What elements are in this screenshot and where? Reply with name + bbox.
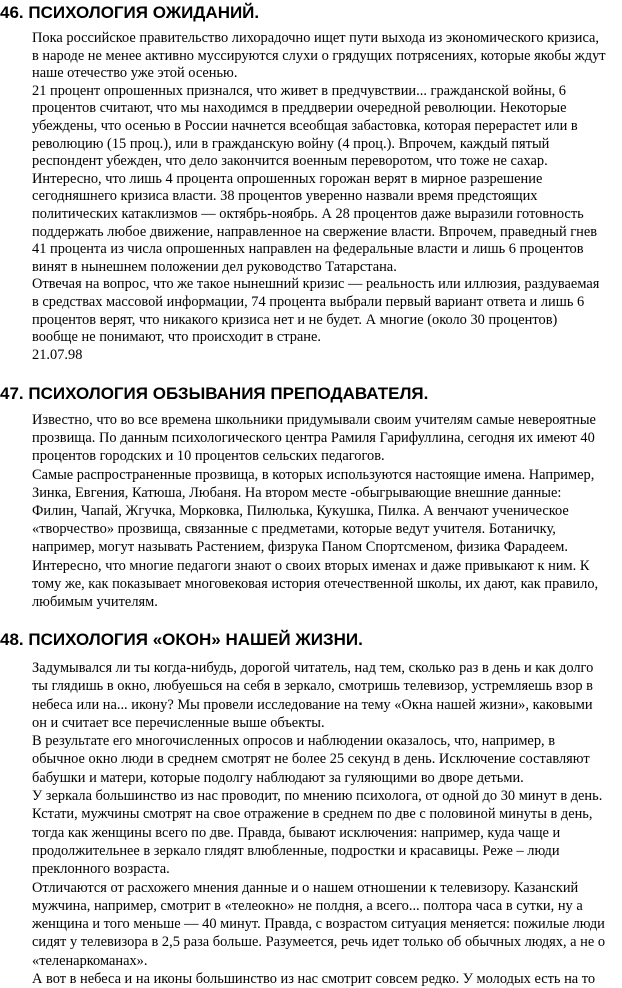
section-48-title: 48. ПСИХОЛОГИЯ «ОКОН» НАШЕЙ ЖИЗНИ. xyxy=(0,630,363,649)
section-46-body xyxy=(32,30,622,364)
section-47-title: 47. ПСИХОЛОГИЯ ОБЗЫВАНИЯ ПРЕПОДАВАТЕЛЯ. xyxy=(0,384,429,403)
text-line: Известно, что во все времена школьники придумывали своим учителям самые невероятные xyxy=(32,412,596,428)
text-line: например, могут называть Растением, физрука Паном Спортсменом, физика Фарадеем. xyxy=(32,539,568,556)
text-line: Кстати, мужчины смотрят на свое отражение в среднем по две с половиной минуты в день, xyxy=(32,806,593,823)
text-line: преклонного возраста. xyxy=(32,861,170,878)
text-line: Зинка, Евгения, Катюша, Любаня. На втором месте -обыгрывающие внешние данные: xyxy=(32,484,562,501)
text-line: процентов считают, что мы находимся в преддверии очередной революции. Некоторые xyxy=(32,100,567,117)
text-line: женщина и того меньше — 40 минут. Правда, с возрастом ситуация меняется: пожилые люди xyxy=(32,916,605,933)
text-line: мужчина, например, смотрит в «телеокно» не полдня, а всего... полтора часа в сутки, ну а xyxy=(32,897,583,914)
section-48-body xyxy=(32,659,622,988)
text-line: убеждены, что осенью в России начнется всеобщая забастовка, которая перерастет или в xyxy=(32,117,578,134)
text-line: Пока российское правительство лихорадочно ищет пути выхода из экономического кризиса, xyxy=(32,30,600,46)
section-47-body xyxy=(32,411,622,611)
text-line: «теленаркоманах». xyxy=(32,952,148,969)
text-line: обычное окно люди в среднем смотрят не более 25 секунд в день. Исключение составляют xyxy=(32,751,590,768)
text-line: Интересно, что многие педагоги знают о своих вторых именах и даже привыкают к ним. К xyxy=(32,557,590,574)
text-line: бабушки и матери, которые подолгу наблюдают за гуляющими во дворе детьми. xyxy=(32,769,524,786)
text-line: сидят у телевизора в 2,5 раза больше. Разумеется, речь идет только об обычных людях, а не о xyxy=(32,934,606,951)
text-line: Интересно, что лишь 4 процента опрошенных горожан верят в мирное разрешение xyxy=(32,170,543,187)
text-line: сегодняшнего кризиса власти. 38 процентов уверенно назвали время предстоящих xyxy=(32,188,538,205)
text-line: тогда как женщины всего по две. Правда, бывают исключения: например, куда чаще и xyxy=(32,824,561,841)
text-line: респондент убежден, что дело закончится военным переворотом, что тоже не сахар. xyxy=(32,153,548,170)
text-line: революцию (15 проц.), или в гражданскую войну (4 проц.). Впрочем, каждый пятый xyxy=(32,135,550,152)
text-line: Задумывался ли ты когда-нибудь, дорогой читатель, над тем, сколько раз в день и как долго xyxy=(32,660,594,676)
text-line: любимым учителям. xyxy=(32,594,158,611)
text-line: процентов верят, что никакого кризиса нет и не будет. А многие (около 30 процентов) xyxy=(32,311,558,328)
text-line: Филин, Чапай, Жгучка, Морковка, Пилюлька, Кукушка, Пилка. А венчают ученическое xyxy=(32,503,569,520)
text-line: «творчество» прозвища, связанные с предметами, которые ведут учителя. Ботаничку, xyxy=(32,521,556,538)
text-line: в средствах массовой информации, 74 процента выбрали первый вариант ответа и лишь 6 xyxy=(32,293,585,310)
text-line: поддержать любое движение, направленное на свержение власти. Впрочем, праведный гнев xyxy=(32,223,598,240)
text-line: в народе не менее активно муссируются слухи о грядущих потрясениях, которые якобы ждут xyxy=(32,47,606,64)
text-line: У зеркала большинство из нас проводит, по мнению психолога, от одной до 30 минут в день. xyxy=(32,788,603,805)
text-line: ты глядишь в окно, любуешься на себя в зеркало, смотришь телевизор, устремляешь взор в xyxy=(32,678,593,695)
text-line: прозвища. По данным психологического центра Рамиля Гарифуллина, сегодня их имеют 40 xyxy=(32,430,595,447)
text-line: наше отечество уже этой осенью. xyxy=(32,65,238,82)
text-line: политических катаклизмов — октябрь-ноябрь. А 28 процентов даже выразили готовность xyxy=(32,205,584,222)
text-line: небеса или на... икону? Мы провели исследование на тему «Окна нашей жизни», каковыми xyxy=(32,696,593,713)
text-line: винят в нынешнем положении дел руководство Татарстана. xyxy=(32,258,397,275)
text-line: он и считает все перечисленные выше объекты. xyxy=(32,714,325,731)
text-line: продолжительнее в зеркало глядят влюбленные, подростки и красавицы. Реже – люди xyxy=(32,842,560,859)
text-line: Отличаются от расхожего мнения данные и о нашем отношении к телевизору. Казанский xyxy=(32,879,579,896)
date-line: 21.07.98 xyxy=(32,346,83,363)
text-line: 41 процента из числа опрошенных направлен на федеральные власти и лишь 6 процентов xyxy=(32,241,584,258)
text-line: вообще не понимают, что происходит в стране. xyxy=(32,329,322,346)
text-line: Отвечая на вопрос, что же такое нынешний кризис — реальность или иллюзия, раздуваемая xyxy=(32,276,600,293)
text-line: В результате его многочисленных опросов и наблюдении оказалось, что, например, в xyxy=(32,733,556,750)
text-line: А вот в небеса и на иконы большинство из нас смотрит совсем редко. У молодых есть на то xyxy=(32,971,596,988)
text-line: процентов городских и 10 процентов сельских педагогов. xyxy=(32,448,385,465)
text-line: 21 процент опрошенных признался, что живет в предчувствии... гражданской войны, 6 xyxy=(32,82,566,99)
text-line: тому же, как показывает многовековая история отечественной школы, их дают, как правило, xyxy=(32,575,599,592)
section-46-title: 46. ПСИХОЛОГИЯ ОЖИДАНИЙ. xyxy=(0,3,260,22)
text-line: Самые распространенные прозвища, в которых используются настоящие имена. Например, xyxy=(32,466,595,483)
